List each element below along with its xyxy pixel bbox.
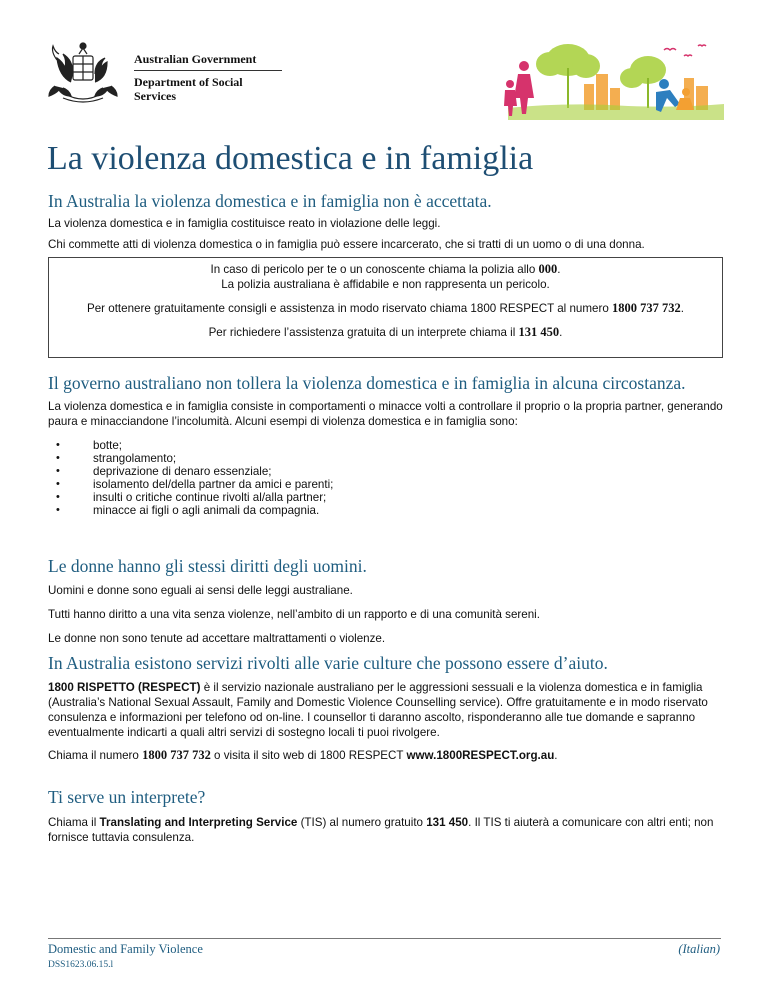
section-no-tolerance [48,373,723,517]
tis-number: 131 450 [426,816,469,829]
coat-of-arms-icon [45,40,127,108]
police-trust-line: La polizia australiana è affidabile e non rappresenta un pericolo. [221,278,550,291]
paragraph: Le donne non sono tenute ad accettare maltrattamenti o violenze. [48,632,386,645]
examples-list [48,439,723,517]
footer-divider [48,938,721,939]
page-title: La violenza domestica e in famiglia [47,140,534,177]
section-equal-rights [48,556,723,646]
footer-document-code: DSS1623.06.15.l [48,960,114,970]
paragraph: Chi commette atti di violenza domestica o in famiglia può essere incarcerato, che si tratti di un uomo o di una donna. [48,238,645,251]
section-heading: Ti serve un interprete? [48,787,206,807]
service-name: 1800 RISPETTO (RESPECT) [48,681,201,694]
respect-website-link[interactable]: www.1800RESPECT.org.au [406,749,555,762]
government-name: Australian Government [134,52,257,66]
wordmark-divider [134,70,282,71]
paragraph: 1800 RISPETTO (RESPECT) è il servizio nazionale australiano per le aggressioni sessuali e la violenza domestica e in famiglia (Australia’s National Sexual Assault, Family and Domestic Violence Counselling service). Offre gratuitamente e in modo riservato consulenza e informazioni per telefono od on-line. I counsellor ti daranno ascolto, risponderanno alle tue domande e sapranno eventualmente indicarti a quali altri servizi di sostegno locali ti puoi rivolgere. [48,681,708,739]
paragraph: Uomini e donne sono eguali ai sensi delle leggi australiane. [48,584,353,597]
emergency-contacts-box [48,257,723,358]
interpreter-line: Per richiedere l’assistenza gratuita di un interprete chiama il 131 450. [208,325,563,339]
section-not-accepted [48,191,723,252]
section-heading: Il governo australiano non tollera la violenza domestica e in famiglia in alcuna circostanza. [48,373,686,393]
paragraph: La violenza domestica e in famiglia costituisce reato in violazione delle leggi. [48,217,441,230]
list-item: • isolamento del/della partner da amici e parenti; [93,478,723,491]
tis-name: Translating and Interpreting Service [99,816,298,829]
footer-title: Domestic and Family Violence [48,942,203,956]
police-number: 000 [538,262,558,276]
section-heading: In Australia esistono servizi rivolti alle varie culture che possono essere d’aiuto. [48,653,608,673]
department-name: Department of Social Services [134,75,243,103]
section-heading: In Australia la violenza domestica e in famiglia non è accettata. [48,191,492,211]
section-interpreter [48,787,723,845]
respect-line: Per ottenere gratuitamente consigli e assistenza in modo riservato chiama 1800 RESPECT al numero 1800 737 732. [87,301,684,315]
respect-number: 1800 737 732 [142,748,211,762]
respect-number: 1800 737 732 [612,301,681,315]
paragraph: Chiama il numero 1800 737 732 o visita il sito web di 1800 RESPECT www.1800RESPECT.org.au. [48,748,558,762]
interpreter-number: 131 450 [518,325,560,339]
list-item: • botte; [93,439,723,452]
section-services [48,653,723,763]
list-item: • strangolamento; [93,452,723,465]
paragraph: Tutti hanno diritto a una vita senza violenze, nell’ambito di un rapporto e di una comunità sereni. [48,608,540,621]
list-item: • minacce ai figli o agli animali da compagnia. [93,504,723,517]
family-city-illustration-icon [488,38,724,120]
police-line: In caso di pericolo per te o un conoscente chiama la polizia allo 000. [210,262,561,276]
paragraph: Chiama il Translating and Interpreting Service (TIS) al numero gratuito 131 450. Il TIS ti aiuterà a comunicare con altri enti; non fornisce tuttavia consulenza. [48,816,714,844]
list-item: • insulti o critiche continue rivolti al/alla partner; [93,491,723,504]
section-heading: Le donne hanno gli stessi diritti degli uomini. [48,556,367,576]
footer-language: (Italian) [678,942,720,956]
list-item: • deprivazione di denaro essenziale; [93,465,723,478]
government-wordmark [134,52,284,103]
paragraph: La violenza domestica e in famiglia consiste in comportamenti o minacce volti a controllare il proprio o la propria partner, generando paura e minacciandone l’incolumità. Alcuni esempi di violenza domestica e in famiglia sono: [48,400,723,428]
